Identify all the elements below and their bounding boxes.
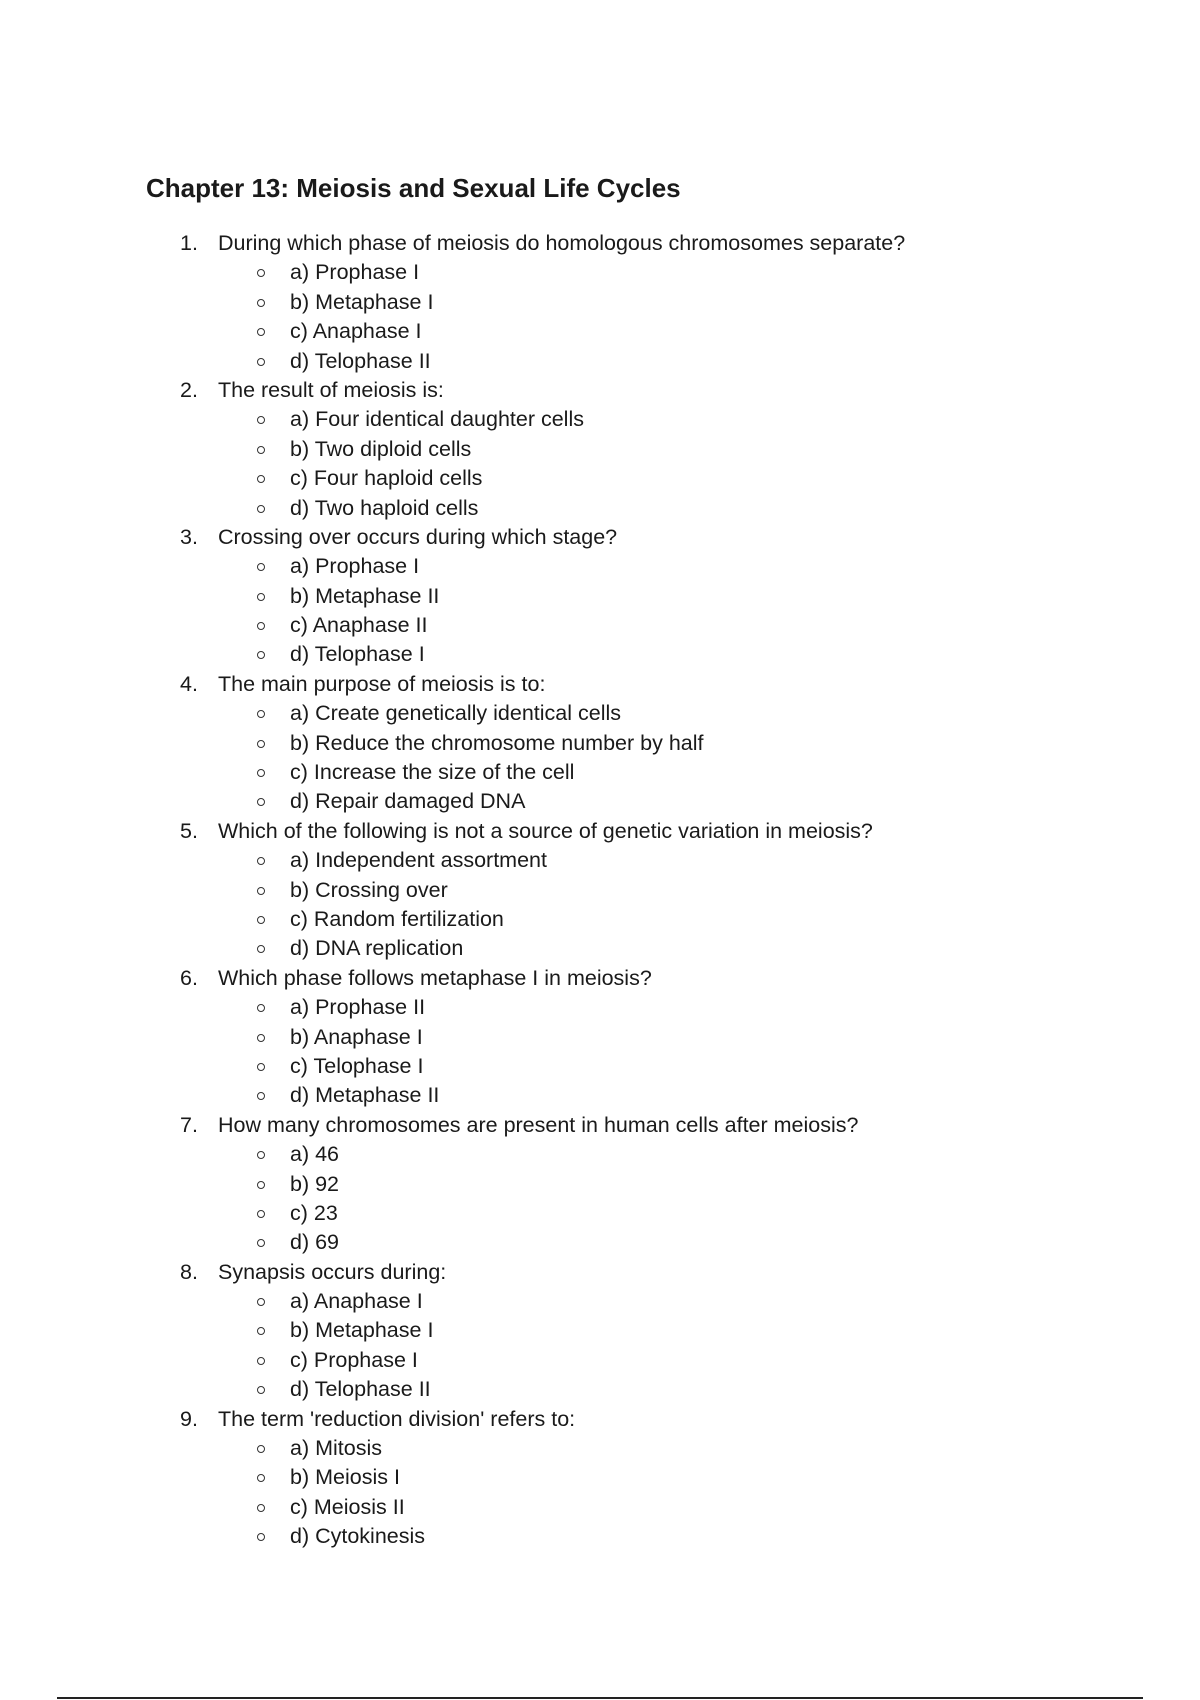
option-item: [0, 1052, 1200, 1081]
option-text: b) Two diploid cells: [290, 436, 472, 461]
question-item: [0, 229, 1200, 376]
hollow-circle-bullet-icon: [257, 857, 265, 865]
option-item: [0, 993, 1200, 1022]
option-item: [0, 1463, 1200, 1492]
question-list: [0, 229, 1200, 1552]
option-list: [0, 552, 1200, 670]
option-text: c) Increase the size of the cell: [290, 760, 575, 785]
option-text: c) Random fertilization: [290, 906, 504, 931]
option-text: c) Prophase I: [290, 1347, 418, 1372]
option-item: [0, 347, 1200, 376]
hollow-circle-bullet-icon: [257, 1151, 265, 1159]
option-item: [0, 552, 1200, 581]
option-item: [0, 288, 1200, 317]
option-item: [0, 1140, 1200, 1169]
option-item: [0, 317, 1200, 346]
option-item: [0, 464, 1200, 493]
question-number: 9.: [180, 1406, 198, 1431]
hollow-circle-bullet-icon: [257, 269, 265, 277]
option-list: [0, 1287, 1200, 1405]
hollow-circle-bullet-icon: [257, 798, 265, 806]
option-text: d) Telophase II: [290, 1377, 431, 1402]
hollow-circle-bullet-icon: [257, 1239, 265, 1247]
option-text: c) Four haploid cells: [290, 466, 483, 491]
option-text: a) Create genetically identical cells: [290, 701, 622, 726]
option-list: [0, 1434, 1200, 1552]
hollow-circle-bullet-icon: [257, 740, 265, 748]
option-item: [0, 435, 1200, 464]
option-text: b) Meiosis I: [290, 1465, 400, 1490]
hollow-circle-bullet-icon: [257, 1445, 265, 1453]
hollow-circle-bullet-icon: [257, 1210, 265, 1218]
hollow-circle-bullet-icon: [257, 1357, 265, 1365]
question-number: 8.: [180, 1259, 198, 1284]
question-item: [0, 964, 1200, 1111]
question-text: Crossing over occurs during which stage?: [218, 524, 618, 549]
option-list: [0, 405, 1200, 523]
option-list: [0, 699, 1200, 817]
hollow-circle-bullet-icon: [257, 563, 265, 571]
question-item: [0, 523, 1200, 670]
hollow-circle-bullet-icon: [257, 887, 265, 895]
hollow-circle-bullet-icon: [257, 593, 265, 601]
option-text: c) Anaphase I: [290, 319, 422, 344]
option-item: [0, 699, 1200, 728]
option-item: [0, 1375, 1200, 1404]
hollow-circle-bullet-icon: [257, 1298, 265, 1306]
option-text: a) Four identical daughter cells: [290, 407, 584, 432]
question-number: 6.: [180, 965, 198, 990]
option-text: a) Prophase II: [290, 995, 426, 1020]
question-text: Synapsis occurs during:: [218, 1259, 447, 1284]
question-text: The main purpose of meiosis is to:: [218, 671, 546, 696]
option-text: a) Anaphase I: [290, 1289, 423, 1314]
option-item: [0, 494, 1200, 523]
hollow-circle-bullet-icon: [257, 505, 265, 513]
hollow-circle-bullet-icon: [257, 1386, 265, 1394]
option-text: d) Repair damaged DNA: [290, 789, 526, 814]
option-item: [0, 582, 1200, 611]
question-text: During which phase of meiosis do homologous chromosomes separate?: [218, 231, 906, 255]
hollow-circle-bullet-icon: [257, 416, 265, 424]
option-text: c) Telophase I: [290, 1053, 424, 1078]
question-item: [0, 670, 1200, 817]
question-text: The term 'reduction division' refers to:: [218, 1406, 576, 1431]
question-number: 3.: [180, 524, 198, 549]
option-text: c) Anaphase II: [290, 613, 428, 638]
option-text: b) Metaphase I: [290, 1318, 434, 1343]
option-list: [0, 993, 1200, 1111]
option-text: b) 92: [290, 1171, 340, 1196]
hollow-circle-bullet-icon: [257, 769, 265, 777]
hollow-circle-bullet-icon: [257, 1063, 265, 1071]
option-item: [0, 1287, 1200, 1316]
option-text: d) Metaphase II: [290, 1083, 440, 1108]
question-item: [0, 1111, 1200, 1258]
option-item: [0, 258, 1200, 287]
option-item: [0, 1023, 1200, 1052]
hollow-circle-bullet-icon: [257, 1504, 265, 1512]
option-text: d) Cytokinesis: [290, 1524, 426, 1549]
hollow-circle-bullet-icon: [257, 1181, 265, 1189]
option-item: [0, 405, 1200, 434]
option-item: [0, 846, 1200, 875]
option-text: a) Mitosis: [290, 1436, 382, 1461]
hollow-circle-bullet-icon: [257, 1327, 265, 1335]
question-number: 4.: [180, 671, 198, 696]
hollow-circle-bullet-icon: [257, 1004, 265, 1012]
hollow-circle-bullet-icon: [257, 622, 265, 630]
option-text: a) Independent assortment: [290, 848, 547, 873]
option-item: [0, 1228, 1200, 1257]
question-item: [0, 1405, 1200, 1552]
question-text: How many chromosomes are present in human cells after meiosis?: [218, 1112, 859, 1137]
hollow-circle-bullet-icon: [257, 945, 265, 953]
option-item: [0, 1434, 1200, 1463]
footer-divider: [57, 1697, 1143, 1699]
option-item: [0, 1199, 1200, 1228]
option-item: [0, 1316, 1200, 1345]
option-text: d) 69: [290, 1230, 340, 1255]
option-text: d) Two haploid cells: [290, 495, 479, 520]
question-text: Which phase follows metaphase I in meiosis?: [218, 965, 652, 990]
option-text: a) 46: [290, 1142, 340, 1167]
option-list: [0, 846, 1200, 964]
option-text: b) Anaphase I: [290, 1024, 423, 1049]
question-text: Which of the following is not a source of genetic variation in meiosis?: [218, 818, 873, 843]
question-number: 5.: [180, 818, 198, 843]
hollow-circle-bullet-icon: [257, 916, 265, 924]
option-text: c) Meiosis II: [290, 1494, 405, 1519]
option-item: [0, 611, 1200, 640]
option-text: a) Prophase I: [290, 554, 420, 579]
option-item: [0, 905, 1200, 934]
option-text: b) Crossing over: [290, 877, 448, 902]
hollow-circle-bullet-icon: [257, 475, 265, 483]
question-number: 2.: [180, 377, 198, 402]
hollow-circle-bullet-icon: [257, 299, 265, 307]
option-item: [0, 1081, 1200, 1110]
option-list: [0, 1140, 1200, 1258]
option-text: d) DNA replication: [290, 936, 464, 961]
option-item: [0, 1493, 1200, 1522]
page-title: Chapter 13: Meiosis and Sexual Life Cycles: [146, 173, 681, 203]
hollow-circle-bullet-icon: [257, 446, 265, 454]
question-number: 1.: [180, 231, 198, 255]
option-text: a) Prophase I: [290, 260, 420, 285]
option-item: [0, 934, 1200, 963]
question-item: [0, 1258, 1200, 1405]
question-text: The result of meiosis is:: [218, 377, 444, 402]
option-text: c) 23: [290, 1200, 338, 1225]
option-item: [0, 1170, 1200, 1199]
hollow-circle-bullet-icon: [257, 328, 265, 336]
option-item: [0, 1346, 1200, 1375]
hollow-circle-bullet-icon: [257, 358, 265, 366]
option-item: [0, 787, 1200, 816]
option-text: d) Telophase I: [290, 642, 425, 667]
option-text: b) Metaphase II: [290, 583, 440, 608]
option-text: b) Reduce the chromosome number by half: [290, 730, 704, 755]
question-item: [0, 376, 1200, 523]
hollow-circle-bullet-icon: [257, 1092, 265, 1100]
question-number: 7.: [180, 1112, 198, 1137]
hollow-circle-bullet-icon: [257, 1533, 265, 1541]
hollow-circle-bullet-icon: [257, 1474, 265, 1482]
option-item: [0, 876, 1200, 905]
hollow-circle-bullet-icon: [257, 1034, 265, 1042]
option-text: b) Metaphase I: [290, 289, 434, 314]
hollow-circle-bullet-icon: [257, 710, 265, 718]
option-item: [0, 1522, 1200, 1551]
question-item: [0, 817, 1200, 964]
option-item: [0, 640, 1200, 669]
option-item: [0, 758, 1200, 787]
hollow-circle-bullet-icon: [257, 651, 265, 659]
option-list: [0, 258, 1200, 376]
option-item: [0, 729, 1200, 758]
option-text: d) Telophase II: [290, 348, 431, 373]
